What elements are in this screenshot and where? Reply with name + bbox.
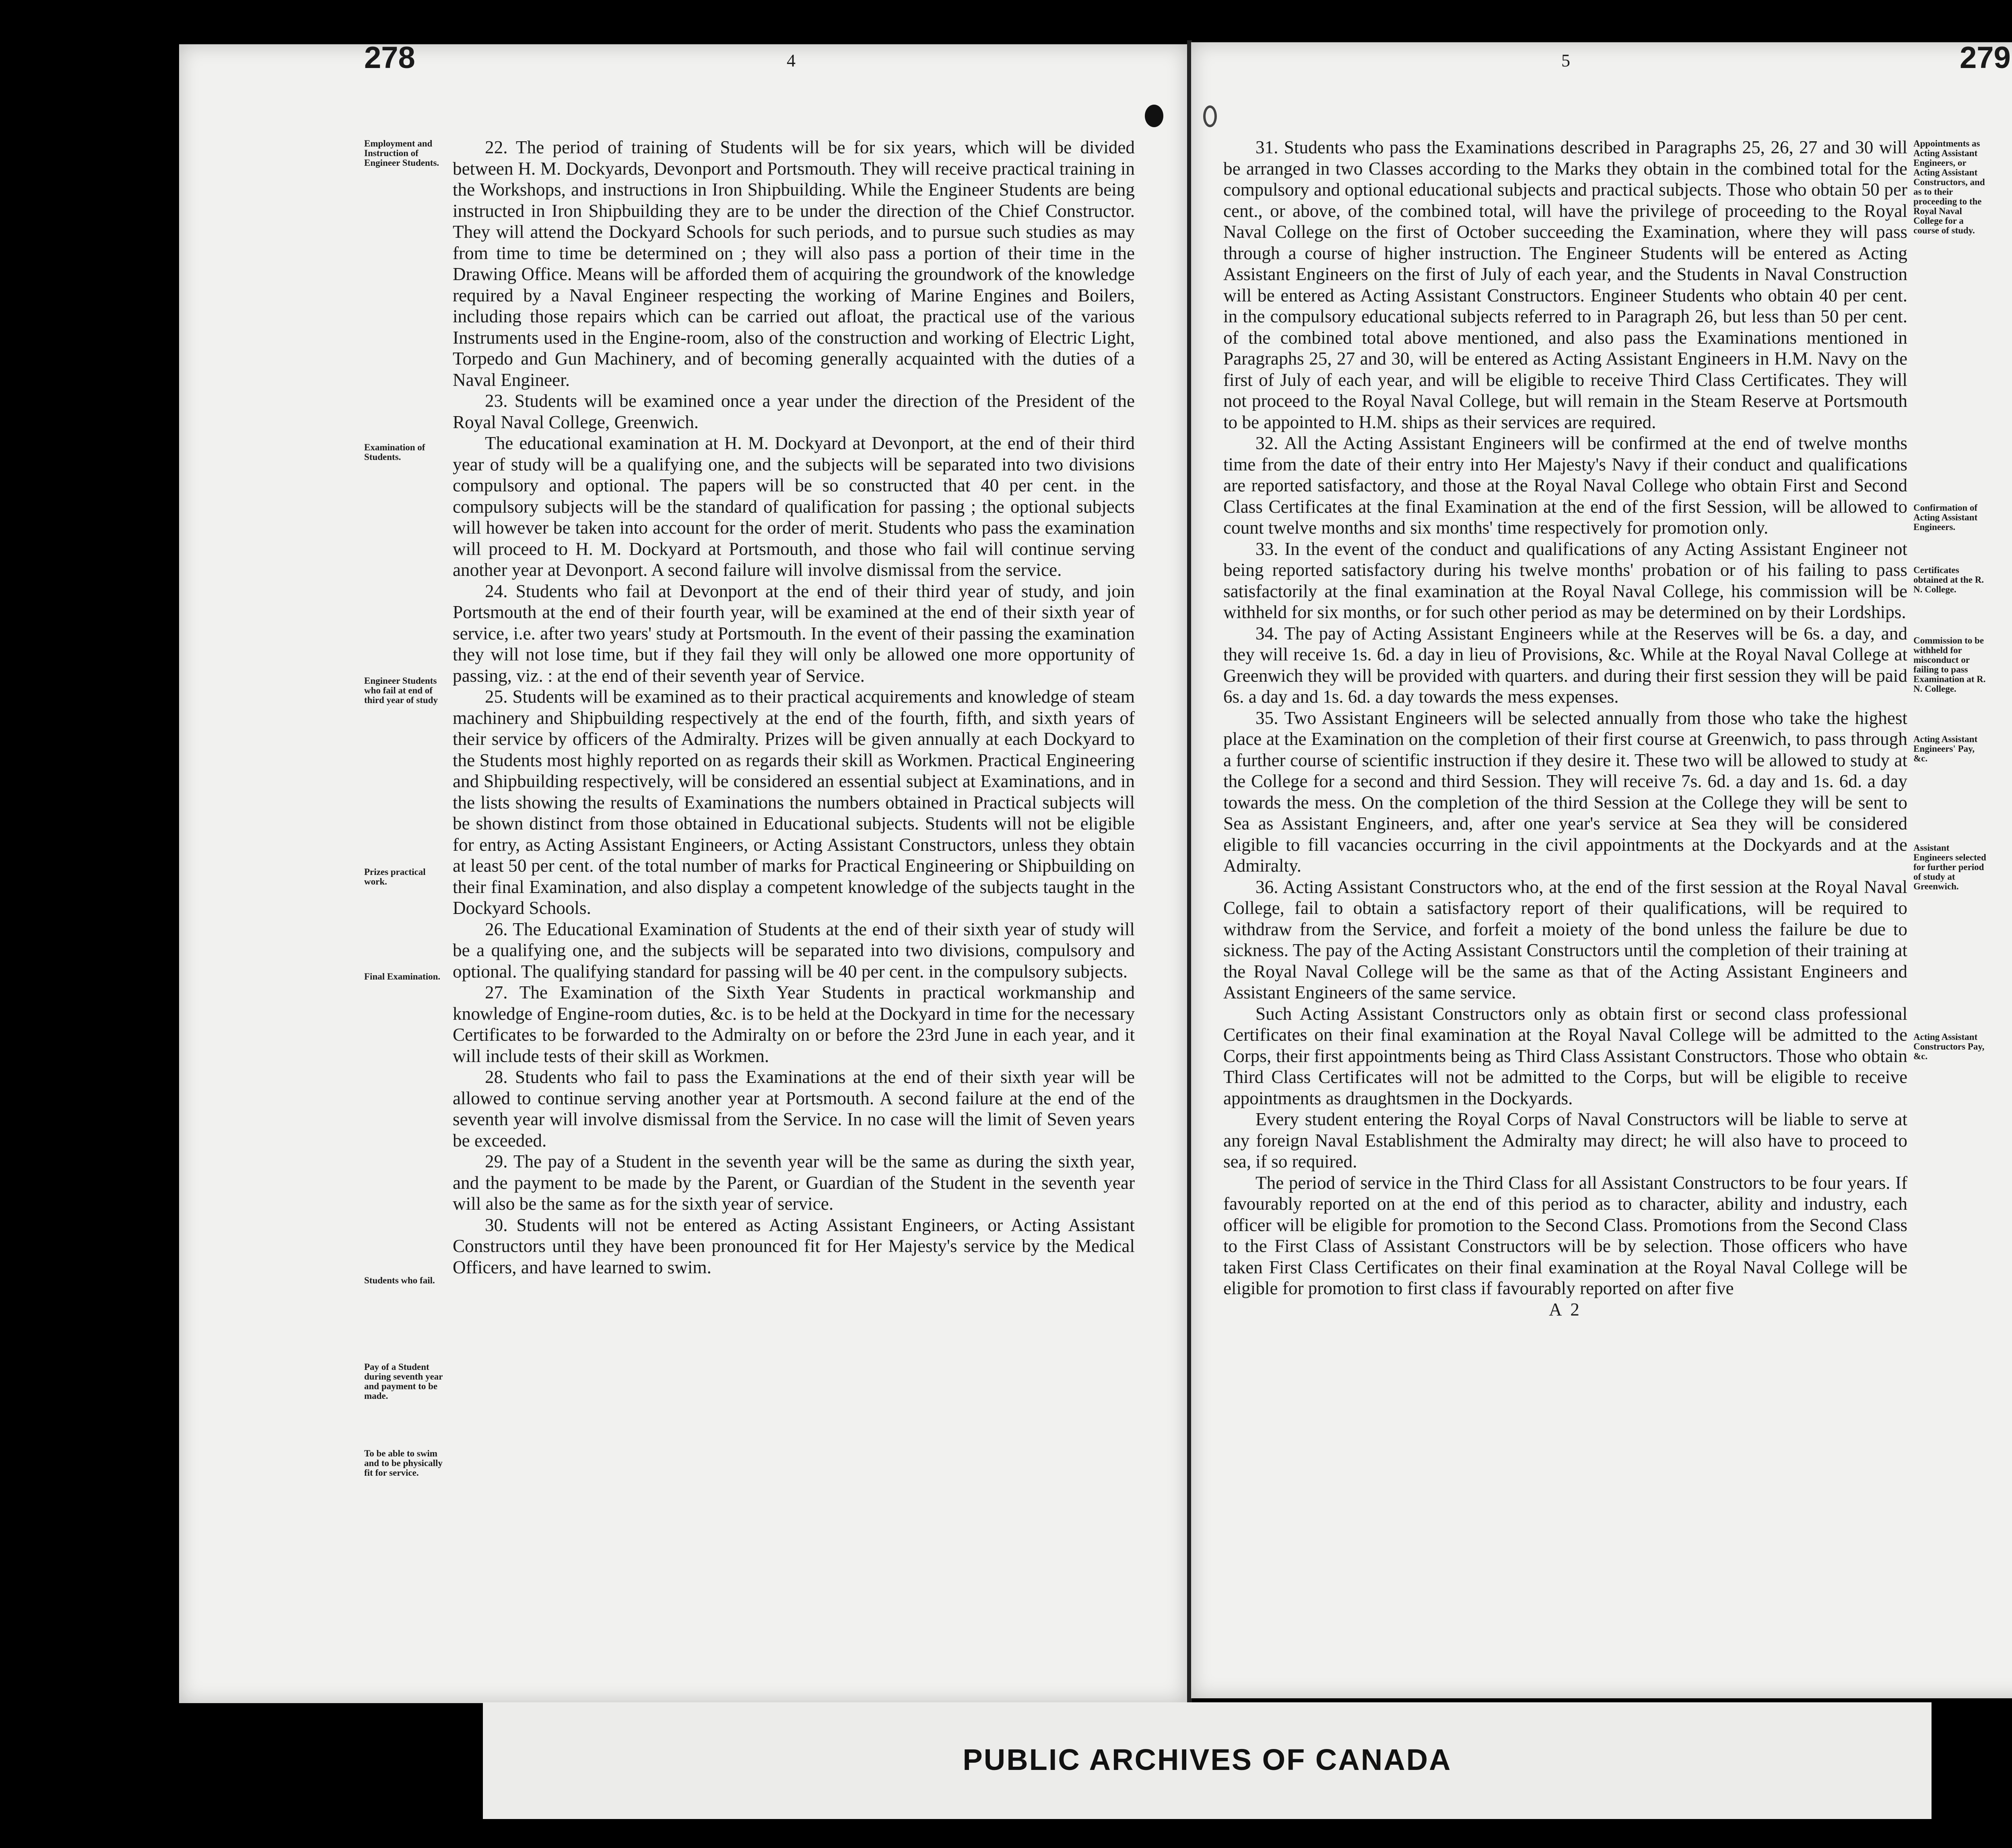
margin-note: Appointments as Acting Assistant Engineers, or Acting Assistant Constructors, and as to their proceeding to the Royal Naval College for a course of study. bbox=[1913, 138, 1985, 235]
paragraph: 36. Acting Assistant Constructors who, at the end of the first session at the Royal Naval College, fail to obtain a satisfactory report of their qualifications, will be required to withdraw from the Service, and forfeit a moiety of the bond unless the failure be due to sickness. The pay of the Acting Assistant Constructors until the completion of their training at the Royal Naval College will be the same as that of the Acting Assistant Engineers and Assistant Engineers of the same service. bbox=[1223, 877, 1907, 1002]
right-body-text bbox=[1223, 137, 1907, 1320]
right-folio: 279 bbox=[1960, 41, 2011, 75]
margin-note: Examination of Students. bbox=[364, 442, 425, 462]
paragraph: 22. The period of training of Students will be for six years, which will be divided between H. M. Dockyards, Devonport and Portsmouth. They will receive practical training in the Workshops, and instructions in Iron Shipbuilding. While the Engineer Students are being instructed in Iron Shipbuilding they are to be under the direction of the Chief Constructor. They will attend the Dockyard Schools for such periods, and to pursue such studies as may from time to time be determined on ; they will also pass a portion of their time in the Drawing Office. Means will be afforded them of acquiring the groundwork of the knowledge required by a Naval Engineer respecting the working of Marine Engines and Boilers, including those repairs which can be carried out afloat, the practical use of the various Instruments used in the Engine-room, also of the construction and working of Electric Light, Torpedo and Gun Machinery, and of becoming generally acquainted with the duties of a Naval Engineer. bbox=[453, 137, 1135, 390]
paragraph: 30. Students will not be entered as Acting Assistant Engineers, or Acting Assistant Constructors until they have been pronounced fit for Her Majesty's service by the Medical Officers, and have learned to swim. bbox=[453, 1215, 1135, 1277]
paragraph: 27. The Examination of the Sixth Year Students in practical workmanship and knowledge of Engine-room duties, &c. is to be held at the Dockyard in time for the necessary Certificates to be forwarded to the Admiralty on or before the 23rd June in each year, and it will include tests of their skill as Workmen. bbox=[453, 982, 1135, 1066]
paragraph: 26. The Educational Examination of Students at the end of their sixth year of study will be a qualifying one, and the subjects will be separated into two divisions, compulsory and optional. The qualifying standard for passing will be 40 per cent. in the compulsory subjects. bbox=[453, 919, 1135, 982]
paragraph: 29. The pay of a Student in the seventh year will be the same as during the sixth year, and the payment to be made by the Parent, or Guardian of the Student in the seventh year will also be the same as for the sixth year of service. bbox=[453, 1151, 1135, 1214]
paragraph: 34. The pay of Acting Assistant Engineers while at the Reserves will be 6s. a day, and they will receive 1s. 6d. a day in lieu of Provisions, &c. While at the Royal Naval College at Greenwich they will be provided with quarters. and during their first session they will be paid 6s. a day and 1s. 6d. a day towards the mess expenses. bbox=[1223, 623, 1907, 707]
margin-note: Confirmation of Acting Assistant Engineers. bbox=[1913, 503, 1978, 532]
left-body-text bbox=[453, 137, 1135, 1278]
paragraph: The period of service in the Third Class for all Assistant Constructors to be four years. If favourably reported on at the end of this period as to character, ability and industry, each officer will be eligible for promotion to the Second Class. Promotions from the Second Class to the First Class of Assistant Constructors will be by selection. Those officers who have taken First Class Certificates on their final examination at the Royal Naval College will be eligible for promotion to first class if favourably reported on after five bbox=[1223, 1172, 1907, 1298]
binding-hole-outline bbox=[1203, 105, 1217, 127]
margin-note: Employment and Instruction of Engineer Students. bbox=[364, 138, 439, 168]
paragraph: 28. Students who fail to pass the Examinations at the end of their sixth year will be allowed to continue serving another year at Portsmouth. A second failure at the end of the seventh year will involve dismissal from the Service. In no case will the limit of Seven years be exceeded. bbox=[453, 1067, 1135, 1151]
margin-note: Acting Assistant Engineers' Pay, &c. bbox=[1913, 734, 1978, 763]
paragraph: 35. Two Assistant Engineers will be selected annually from those who take the highest place at the Examination on the completion of their first course at Greenwich, to pass through a further course of scientific instruction if they desire it. These two will be allowed to study at the College for a second and third Session. They will receive 7s. 6d. a day and 1s. 6d. a day towards the mess. On the completion of the third Session at the College they will be sent to Sea as Assistant Engineers, and, after one year's service at Sea they will be considered eligible to fill vacancies occurring in the civil appointments at the Dockyards and at the Admiralty. bbox=[1223, 707, 1907, 876]
archive-caption: PUBLIC ARCHIVES OF CANADA bbox=[963, 1743, 1452, 1776]
binding-hole bbox=[1145, 105, 1163, 127]
archive-caption-strip bbox=[483, 1702, 1932, 1819]
margin-note: To be able to swim and to be physically fit for service. bbox=[364, 1448, 443, 1478]
signature-mark: A 2 bbox=[1549, 1299, 1582, 1320]
paragraph: 32. All the Acting Assistant Engineers will be confirmed at the end of twelve months time from the date of their entry into Her Majesty's Navy if their conduct and qualifications are reported satisfactory, and those at the Royal Naval College who obtain First and Second Class Certificates at the final Examination at the end of the first Session, will be allowed to count twelve months and six months' time respectively for promotion only. bbox=[1223, 433, 1907, 538]
paragraph: Such Acting Assistant Constructors only as obtain first or second class professional Certificates on their final examination at the Royal Naval College will be admitted to the Corps, their first appointments being as Third Class Assistant Constructors. Those who obtain Third Class Certificates will not be admitted to the Corps, but will be eligible to receive appointments as draughtsmen in the Dockyards. bbox=[1223, 1003, 1907, 1108]
margin-note: Certificates obtained at the R. N. College. bbox=[1913, 565, 1984, 594]
left-page-number: 4 bbox=[787, 51, 796, 70]
right-page-number: 5 bbox=[1561, 51, 1570, 70]
paragraph: The educational examination at H. M. Dockyard at Devonport, at the end of their third year of study will be a qualifying one, and the subjects will be separated into two divisions compulsory and optional. The papers will be so constructed that 40 per cent. in the compulsory subjects will be the standard of qualification for passing ; the optional subjects will however be taken into account for the order of merit. Students who pass the examination will proceed to H. M. Dockyard at Portsmouth, and those who fail will continue serving another year at Devonport. A second failure will involve dismissal from the service. bbox=[453, 433, 1135, 580]
paragraph: 33. In the event of the conduct and qualifications of any Acting Assistant Engineer not being reported satisfactory during his twelve months' probation or of his failing to pass satisfactorily at the final examination at the Royal Naval College, his commission will be withheld for six months, or for such other period as may be determined on by their Lordships. bbox=[1223, 538, 1907, 622]
paragraph: 23. Students will be examined once a year under the direction of the President of the Royal Naval College, Greenwich. bbox=[453, 391, 1135, 432]
margin-note: Students who fail. bbox=[364, 1275, 435, 1285]
paragraph: 24. Students who fail at Devonport at the end of their third year of study, and join Portsmouth at the end of their fourth year, will be examined at the end of their sixth year of service, i.e. after two years' study at Portsmouth. In the event of their passing the examination they will not lose time, but if they fail they will only be allowed one more opportunity of passing, viz. : at the end of their seventh year of Service. bbox=[453, 581, 1135, 686]
margin-note: Assistant Engineers selected for further period of study at Greenwich. bbox=[1913, 843, 1986, 891]
left-folio: 278 bbox=[364, 41, 415, 75]
margin-note: Engineer Students who fail at end of third year of study bbox=[364, 676, 438, 705]
margin-note: Prizes practical work. bbox=[364, 867, 426, 887]
paragraph: 25. Students will be examined as to their practical acquirements and knowledge of steam machinery and Shipbuilding respectively at the end of the fourth, fifth, and sixth years of their service by officers of the Admiralty. Prizes will be given annually at each Dockyard to the Students most highly reported on as regards their skill as Workmen. Practical Engineering and Shipbuilding respectively, will be considered an essential subject at Examinations, and in the lists showing the results of Examinations the numbers obtained in Practical subjects will be shown distinct from those obtained in Educational subjects. Students will not be eligible for entry, as Acting Assistant Engineers, or Acting Assistant Constructors, unless they obtain at least 50 per cent. of the total number of marks for Practical Engineering or Shipbuilding on their final Examination, and also display a competent knowledge of the subjects taught in the Dockyard Schools. bbox=[453, 687, 1135, 918]
paragraph: 31. Students who pass the Examinations described in Paragraphs 25, 26, 27 and 30 will be arranged in two Classes according to the Marks they obtain in the combined total for the compulsory and optional educational subjects and practical subjects. Those who obtain 50 per cent., or above, of the combined total, will have the privilege of proceeding to the Royal Naval College on the first of October succeeding the Examination, where they will pass through a course of higher instruction. The Engineer Students will be entered as Acting Assistant Engineers on the first of July of each year, and the Students in Naval Construction will be entered as Acting Assistant Constructors. Engineer Students who obtain 40 per cent. in the compulsory educational subjects referred to in Paragraph 26, but less than 50 per cent. of the combined total above mentioned, and also pass the Examinations mentioned in Paragraphs 25, 27 and 30, will be entered as Acting Assistant Engineers in H.M. Navy on the first of July of each year, and will be eligible to receive Third Class Certificates. They will not proceed to the Royal Naval College, but will remain in the Steam Reserve at Portsmouth to be appointed to H.M. ships as their services are required. bbox=[1223, 137, 1907, 432]
margin-note: Pay of a Student during seventh year and payment to be made. bbox=[364, 1362, 443, 1401]
margin-note: Acting Assistant Constructors Pay, &c. bbox=[1913, 1032, 1985, 1061]
margin-note: Commission to be withheld for misconduct or failing to pass Examination at R. N. College. bbox=[1913, 635, 1986, 694]
margin-note: Final Examination. bbox=[364, 971, 441, 982]
paragraph: Every student entering the Royal Corps of Naval Constructors will be liable to serve at any foreign Naval Establishment the Admiralty may direct; he will also have to proceed to sea, if so required. bbox=[1223, 1109, 1907, 1172]
